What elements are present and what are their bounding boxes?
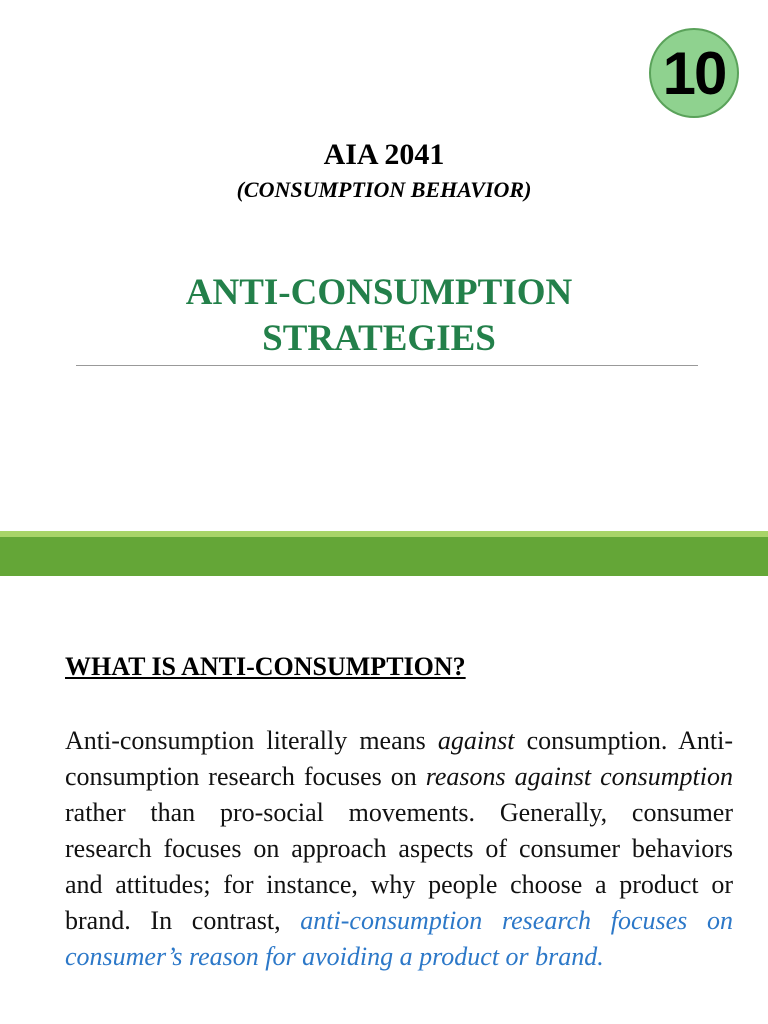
paragraph-text-2: consumption. Anti-consumption research focuses on: [65, 726, 733, 791]
title-line-1: ANTI-CONSUMPTION: [185, 272, 573, 313]
section-paragraph: [65, 723, 733, 975]
paragraph-text-1: Anti-consumption literally means: [65, 726, 438, 755]
green-band: [0, 537, 768, 576]
divider: [76, 365, 698, 366]
paragraph-highlight: anti-consumption research focuses on consumer’s reason for avoiding a product or brand.: [65, 906, 733, 971]
section-heading: WHAT IS ANTI-CONSUMPTION?: [65, 652, 466, 681]
course-code: AIA 2041: [323, 138, 445, 171]
paragraph-emphasis-against: against: [437, 726, 515, 755]
paragraph-emphasis-reasons: reasons against consumption: [425, 762, 733, 791]
slide-number-badge: 10: [649, 28, 739, 118]
course-subtitle: (CONSUMPTION BEHAVIOR): [236, 177, 532, 202]
paragraph-text-3: rather than pro-social movements. Generally, consumer research focuses on approach aspects of consumer behaviors and attitudes; for instance, why people choose a product or brand. In contrast,: [65, 798, 733, 935]
page-title: [0, 270, 758, 362]
title-line-2: STRATEGIES: [262, 318, 496, 359]
